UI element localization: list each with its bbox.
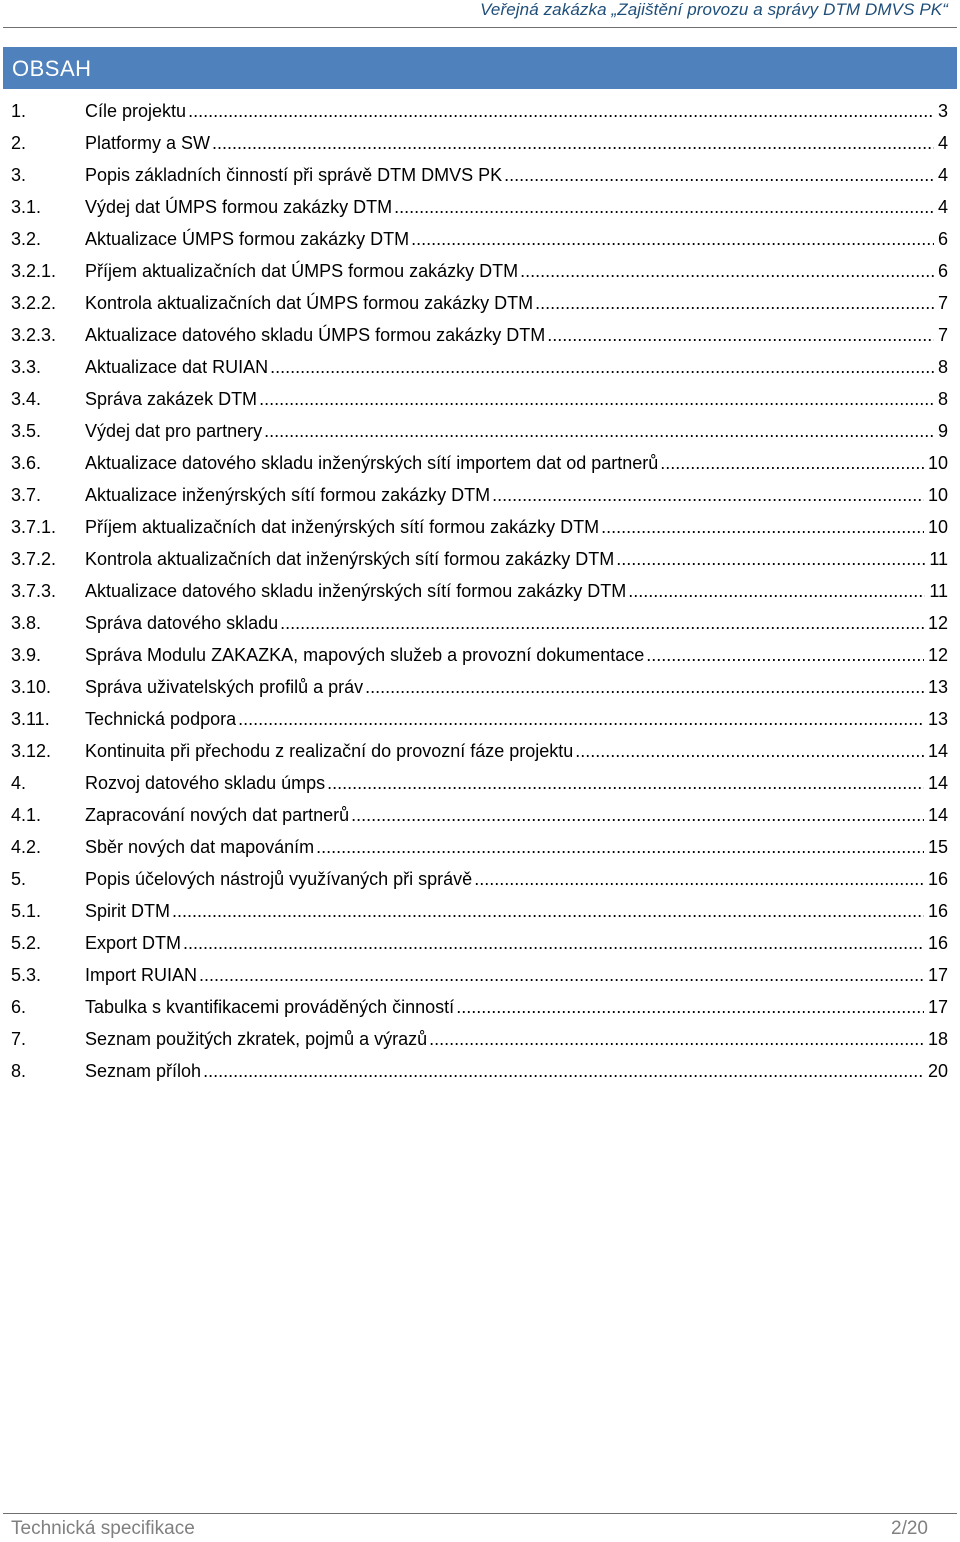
toc-entry-page: 15 xyxy=(924,831,948,863)
toc-entry-number: 8. xyxy=(11,1061,27,1081)
toc-dot-leader xyxy=(573,735,924,767)
toc-entry[interactable] xyxy=(11,543,948,575)
toc-entry-page: 20 xyxy=(924,1055,948,1087)
toc-entry-title: Seznam příloh xyxy=(85,1061,202,1081)
toc-dot-leader xyxy=(236,703,924,735)
toc-entry-number: 3. xyxy=(11,165,27,185)
toc-entry-page: 6 xyxy=(934,255,948,287)
toc-entry-page: 13 xyxy=(924,703,948,735)
toc-entry-number: 1. xyxy=(11,101,27,121)
toc-entry-number: 4.1. xyxy=(11,805,42,825)
toc-entry[interactable] xyxy=(11,671,948,703)
toc-entry-title: Příjem aktualizačních dat ÚMPS formou zakázky DTM xyxy=(85,261,519,281)
toc-heading: OBSAH xyxy=(12,56,92,81)
table-of-contents xyxy=(11,95,948,1087)
toc-entry-title: Import RUIAN xyxy=(85,965,198,985)
toc-dot-leader xyxy=(533,287,934,319)
toc-entry-page: 6 xyxy=(934,223,948,255)
toc-entry[interactable] xyxy=(11,351,948,383)
toc-entry-page: 12 xyxy=(924,607,948,639)
toc-dot-leader xyxy=(545,319,934,351)
toc-entry[interactable] xyxy=(11,511,948,543)
header-divider xyxy=(3,27,957,28)
toc-entry-page: 16 xyxy=(924,895,948,927)
toc-entry-number: 3.10. xyxy=(11,677,52,697)
toc-dot-leader xyxy=(658,447,924,479)
toc-dot-leader xyxy=(626,575,925,607)
toc-dot-leader xyxy=(392,191,934,223)
toc-entry-page: 9 xyxy=(934,415,948,447)
toc-entry-number: 3.7.2. xyxy=(11,549,57,569)
toc-entry-title: Výdej dat ÚMPS formou zakázky DTM xyxy=(85,197,393,217)
toc-dot-leader xyxy=(427,1023,924,1055)
toc-entry-number: 7. xyxy=(11,1029,27,1049)
toc-entry-title: Kontrola aktualizačních dat ÚMPS formou zakázky DTM xyxy=(85,293,534,313)
toc-entry-page: 17 xyxy=(924,959,948,991)
toc-entry-title: Seznam použitých zkratek, pojmů a výrazů xyxy=(85,1029,428,1049)
toc-entry-title: Spirit DTM xyxy=(85,901,170,921)
toc-entry-number: 3.9. xyxy=(11,645,42,665)
toc-entry-page: 16 xyxy=(924,863,948,895)
toc-entry-page: 12 xyxy=(924,639,948,671)
toc-entry[interactable] xyxy=(11,223,948,255)
toc-dot-leader xyxy=(599,511,924,543)
toc-entry-number: 3.7.1. xyxy=(11,517,57,537)
toc-entry-page: 4 xyxy=(934,127,948,159)
toc-dot-leader xyxy=(502,159,934,191)
toc-entry-title: Popis základních činností při správě DTM DMVS PK xyxy=(85,165,503,185)
toc-entry-title: Správa datového skladu xyxy=(85,613,279,633)
toc-dot-leader xyxy=(363,671,924,703)
toc-entry-title: Aktualizace ÚMPS formou zakázky DTM xyxy=(85,229,410,249)
toc-entry[interactable] xyxy=(11,95,948,127)
toc-entry-title: Platformy a SW xyxy=(85,133,211,153)
toc-dot-leader xyxy=(325,767,924,799)
toc-entry-number: 3.7. xyxy=(11,485,42,505)
toc-entry-page: 13 xyxy=(924,671,948,703)
toc-entry-title: Kontrola aktualizačních dat inženýrských sítí formou zakázky DTM xyxy=(85,549,615,569)
toc-entry-number: 3.2. xyxy=(11,229,42,249)
toc-entry[interactable] xyxy=(11,191,948,223)
toc-entry-title: Popis účelových nástrojů využívaných při správě xyxy=(85,869,473,889)
toc-entry-page: 7 xyxy=(934,319,948,351)
toc-entry-number: 4. xyxy=(11,773,27,793)
toc-dot-leader xyxy=(210,127,934,159)
toc-entry-page: 3 xyxy=(934,95,948,127)
toc-entry[interactable] xyxy=(11,991,948,1023)
toc-dot-leader xyxy=(257,383,934,415)
toc-heading-bar xyxy=(3,47,957,89)
toc-entry-title: Správa uživatelských profilů a práv xyxy=(85,677,364,697)
toc-entry-page: 8 xyxy=(934,351,948,383)
toc-dot-leader xyxy=(197,959,924,991)
toc-entry-page: 10 xyxy=(924,447,948,479)
toc-entry[interactable] xyxy=(11,127,948,159)
toc-entry-title: Příjem aktualizačních dat inženýrských sítí formou zakázky DTM xyxy=(85,517,600,537)
toc-entry-title: Kontinuita při přechodu z realizační do provozní fáze projektu xyxy=(85,741,574,761)
toc-entry[interactable] xyxy=(11,799,948,831)
toc-dot-leader xyxy=(201,1055,924,1087)
toc-entry-page: 7 xyxy=(934,287,948,319)
toc-entry-number: 5.2. xyxy=(11,933,42,953)
toc-entry-number: 3.3. xyxy=(11,357,42,377)
toc-entry-page: 11 xyxy=(925,543,948,575)
toc-entry[interactable] xyxy=(11,1055,948,1087)
toc-dot-leader xyxy=(490,479,924,511)
toc-entry-page: 11 xyxy=(925,575,948,607)
toc-entry-title: Export DTM xyxy=(85,933,182,953)
toc-entry-page: 17 xyxy=(924,991,948,1023)
toc-entry-title: Technická podpora xyxy=(85,709,237,729)
toc-dot-leader xyxy=(472,863,924,895)
toc-dot-leader xyxy=(278,607,924,639)
toc-entry-page: 14 xyxy=(924,735,948,767)
toc-entry-page: 4 xyxy=(934,159,948,191)
toc-entry-number: 3.5. xyxy=(11,421,42,441)
toc-entry[interactable] xyxy=(11,1023,948,1055)
toc-entry-title: Aktualizace datového skladu inženýrských sítí formou zakázky DTM xyxy=(85,581,627,601)
toc-dot-leader xyxy=(186,95,934,127)
toc-entry-title: Cíle projektu xyxy=(85,101,187,121)
toc-entry-title: Správa Modulu ZAKAZKA, mapových služeb a provozní dokumentace xyxy=(85,645,645,665)
toc-entry-number: 3.2.3. xyxy=(11,325,57,345)
toc-entry[interactable] xyxy=(11,639,948,671)
toc-entry-number: 3.4. xyxy=(11,389,42,409)
toc-entry[interactable] xyxy=(11,607,948,639)
toc-dot-leader xyxy=(409,223,934,255)
toc-entry[interactable] xyxy=(11,767,948,799)
toc-entry-page: 18 xyxy=(924,1023,948,1055)
toc-entry[interactable] xyxy=(11,703,948,735)
toc-entry[interactable] xyxy=(11,863,948,895)
toc-entry[interactable] xyxy=(11,415,948,447)
toc-dot-leader xyxy=(454,991,924,1023)
toc-entry-title: Výdej dat pro partnery xyxy=(85,421,263,441)
toc-entry-page: 16 xyxy=(924,927,948,959)
toc-entry-title: Aktualizace datového skladu ÚMPS formou zakázky DTM xyxy=(85,325,546,345)
toc-entry[interactable] xyxy=(11,479,948,511)
toc-entry-number: 3.11. xyxy=(11,709,50,729)
toc-entry-title: Aktualizace dat RUIAN xyxy=(85,357,269,377)
toc-entry-number: 3.2.2. xyxy=(11,293,57,313)
toc-dot-leader xyxy=(614,543,925,575)
toc-entry-title: Sběr nových dat mapováním xyxy=(85,837,315,857)
toc-entry-number: 3.2.1. xyxy=(11,261,57,281)
footer-page-number: 2/20 xyxy=(891,1518,928,1539)
toc-dot-leader xyxy=(268,351,934,383)
toc-entry-number: 2. xyxy=(11,133,27,153)
toc-entry-number: 4.2. xyxy=(11,837,42,857)
toc-entry[interactable] xyxy=(11,255,948,287)
toc-dot-leader xyxy=(644,639,924,671)
toc-entry-page: 14 xyxy=(924,799,948,831)
toc-entry-title: Správa zakázek DTM xyxy=(85,389,258,409)
toc-entry[interactable] xyxy=(11,383,948,415)
toc-entry-title: Zapracování nových dat partnerů xyxy=(85,805,350,825)
footer-document-title: Technická specifikace xyxy=(11,1518,195,1539)
toc-entry-page: 10 xyxy=(924,511,948,543)
toc-entry-number: 3.8. xyxy=(11,613,42,633)
toc-dot-leader xyxy=(181,927,924,959)
toc-entry[interactable] xyxy=(11,831,948,863)
toc-entry-page: 4 xyxy=(934,191,948,223)
toc-entry[interactable] xyxy=(11,287,948,319)
toc-entry-number: 3.12. xyxy=(11,741,52,761)
toc-entry[interactable] xyxy=(11,159,948,191)
toc-dot-leader xyxy=(518,255,934,287)
toc-entry-number: 5. xyxy=(11,869,27,889)
toc-entry-title: Aktualizace datového skladu inženýrských sítí importem dat od partnerů xyxy=(85,453,659,473)
toc-entry-page: 10 xyxy=(924,479,948,511)
toc-entry[interactable] xyxy=(11,927,948,959)
toc-dot-leader xyxy=(170,895,924,927)
toc-entry[interactable] xyxy=(11,895,948,927)
toc-dot-leader xyxy=(262,415,934,447)
toc-entry-page: 14 xyxy=(924,767,948,799)
toc-entry[interactable] xyxy=(11,735,948,767)
footer-divider xyxy=(3,1513,957,1514)
toc-entry-title: Aktualizace inženýrských sítí formou zakázky DTM xyxy=(85,485,491,505)
toc-entry-number: 3.6. xyxy=(11,453,42,473)
toc-entry-title: Rozvoj datového skladu úmps xyxy=(85,773,326,793)
running-header-title: Veřejná zakázka „Zajištění provozu a správy DTM DMVS PK“ xyxy=(480,0,948,19)
toc-entry-number: 5.3. xyxy=(11,965,42,985)
toc-entry[interactable] xyxy=(11,447,948,479)
toc-dot-leader xyxy=(314,831,924,863)
toc-entry-page: 8 xyxy=(934,383,948,415)
toc-dot-leader xyxy=(349,799,924,831)
toc-entry-number: 5.1. xyxy=(11,901,42,921)
toc-entry-title: Tabulka s kvantifikacemi prováděných činností xyxy=(85,997,455,1017)
toc-entry-number: 6. xyxy=(11,997,27,1017)
toc-entry[interactable] xyxy=(11,575,948,607)
toc-entry[interactable] xyxy=(11,959,948,991)
toc-entry-number: 3.1. xyxy=(11,197,42,217)
toc-entry[interactable] xyxy=(11,319,948,351)
toc-entry-number: 3.7.3. xyxy=(11,581,57,601)
